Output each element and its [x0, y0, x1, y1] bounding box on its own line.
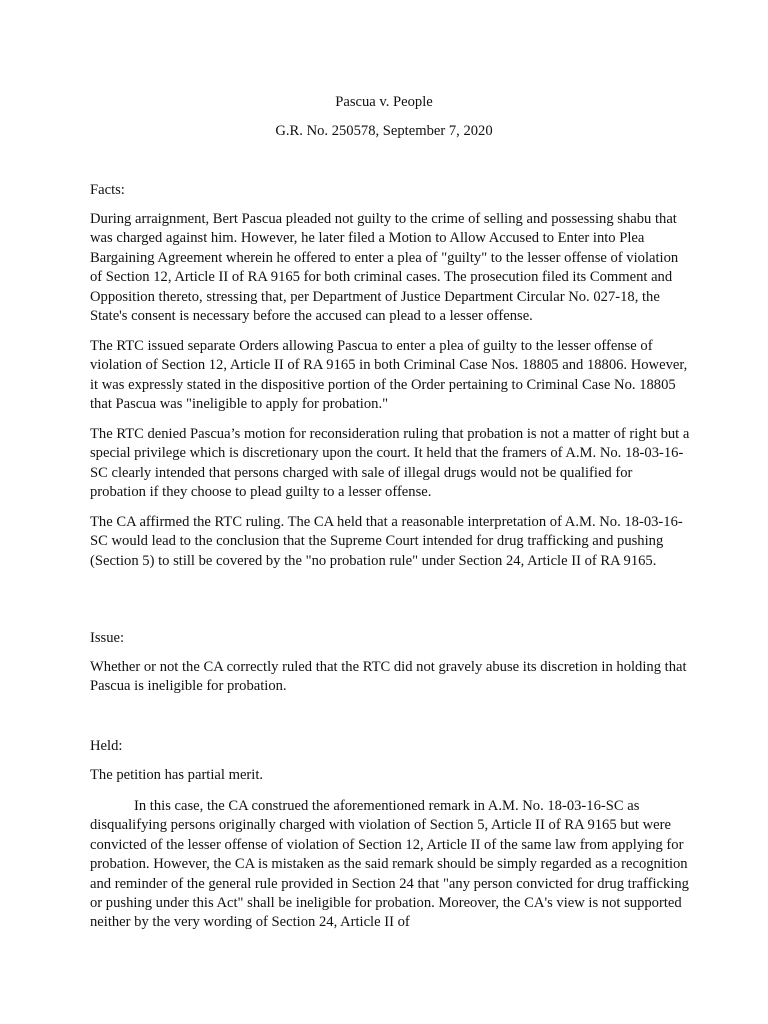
issue-paragraph: Whether or not the CA correctly ruled that the RTC did not gravely abuse its discretion in holding that Pascua is ineligible for probation. — [90, 659, 687, 695]
case-citation: G.R. No. 250578, September 7, 2020 — [275, 123, 493, 139]
facts-paragraph-2: The RTC issued separate Orders allowing Pascua to enter a plea of guilty to the lesser offense of violation of Section 12, Article II of RA 9165 in both Criminal Case Nos. 18805 and 18806. However, it was expressly stated in the dispositive portion of the Order pertaining to Criminal Case No. 18805 that Pascua was "ineligible to apply for probation." — [90, 338, 688, 413]
held-intro: The petition has partial merit. — [90, 767, 264, 783]
issue-heading: Issue: — [90, 630, 125, 646]
case-title: Pascua v. People — [335, 94, 433, 110]
facts-paragraph-3: The RTC denied Pascua’s motion for reconsideration ruling that probation is not a matter of right but a special privilege which is discretionary upon the court. It held that the framers of A.M. No. 18-03-16-SC clearly intended that persons charged with sale of illegal drugs would not be qualified for probation if they choose to plead guilty to a lesser offense. — [90, 426, 690, 501]
held-heading: Held: — [90, 738, 123, 754]
facts-paragraph-4: The CA affirmed the RTC ruling. The CA held that a reasonable interpretation of A.M. No. 18-03-16-SC would lead to the conclusion that the Supreme Court intended for drug trafficking and pushing (Section 5) to still be covered by the "no probation rule" under Section 24, Article II of RA 9165. — [90, 514, 683, 569]
facts-heading: Facts: — [90, 182, 125, 198]
held-paragraph: In this case, the CA construed the aforementioned remark in A.M. No. 18-03-16-SC as disqualifying persons originally charged with violation of Section 5, Article II of RA 9165 but were convicted of the lesser offense of violation of Section 12, Article II of the same law from applying for probation. However, the CA is mistaken as the said remark should be simply regarded as a recognition and reminder of the general rule provided in Section 24 that "any person convicted for drug trafficking or pushing under this Act" shall be ineligible for probation. Moreover, the CA's view is not supported neither by the very wording of Section 24, Article II of — [90, 798, 689, 931]
facts-paragraph-1: During arraignment, Bert Pascua pleaded not guilty to the crime of selling and possessing shabu that was charged against him. However, he later filed a Motion to Allow Accused to Enter into Plea Bargaining Agreement wherein he offered to enter a plea of "guilty" to the lesser offense of violation of Section 12, Article II of RA 9165 for both criminal cases. The prosecution filed its Comment and Opposition thereto, stressing that, per Department of Justice Department Circular No. 027-18, the State's consent is necessary before the accused can plead to a lesser offense. — [90, 211, 679, 325]
